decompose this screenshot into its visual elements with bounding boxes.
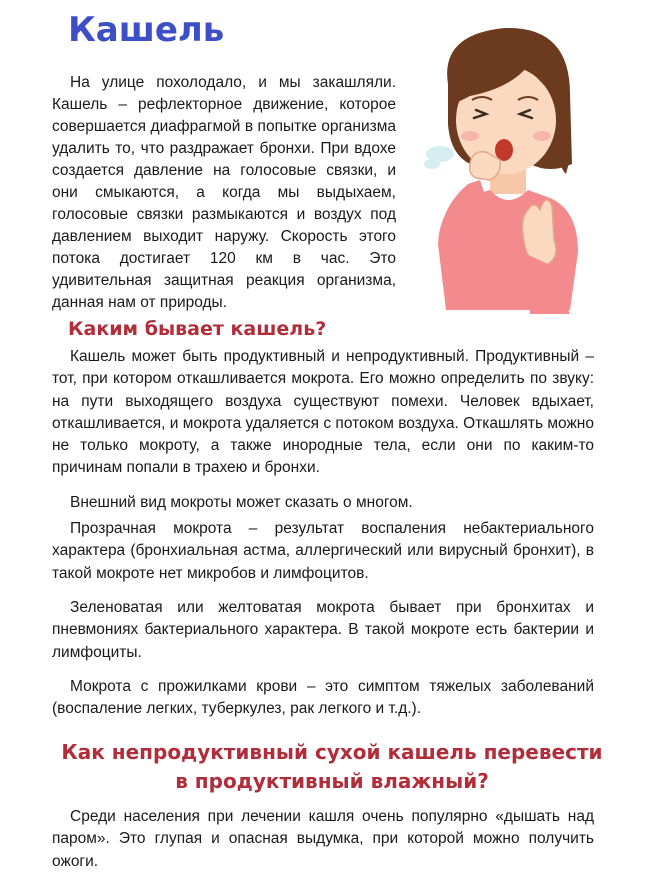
coughing-girl-illustration [410,14,620,314]
paragraph-sputum-appearance: Внешний вид мокроты может сказать о многом. [70,494,413,511]
mouth [495,139,513,161]
page-title: Кашель [68,10,225,50]
blush-left [461,131,479,141]
intro-paragraph: На улице похолодало, и мы закашляли. Кашель – рефлекторное движение, которое совершается диафрагмой в попытке организма удалить то, что раздражает бронхи. При вдохе создается давление на голосовые связки, и они смыкаются, а когда мы выдыхаем, голосовые связки размыкаются и воздух под давлением выходит наружу. Скорость этого потока достигает 120 км в час. Это удивительная защитная реакция организма, данная нам от природы. [52,74,396,311]
section-heading-cough-types: Каким бывает кашель? [68,318,327,340]
section-heading-dry-to-wet: Как непродуктивный сухой кашель перевести в продуктивный влажный? [61,740,603,793]
paragraph-bloody-sputum: Мокрота с прожилками крови – это симптом тяжелых заболеваний (воспаление легких, туберкулез, рак легкого и т.д.). [52,678,594,718]
paragraph-steam-myth: Среди населения при лечении кашля очень популярно «дышать над паром». Это глупая и опасная выдумка, при которой можно получить ожоги. [52,808,594,870]
paragraph-green-sputum: Зеленоватая или желтоватая мокрота бывает при бронхитах и пневмониях бактериального характера. В такой мокроте есть бактерии и лимфоциты. [52,599,594,661]
blush-right [533,131,551,141]
paragraph-productive: Кашель может быть продуктивный и непродуктивный. Продуктивный – тот, при котором откашливается мокрота. Его можно определить по звуку: на пути выходящего воздуха существуют помехи. Человек вдыхает, откашливается, и мокрота удаляется с потоком воздуха. Откашлять можно не только мокроту, а также инородные тела, если они по каким-то причинам попали в трахею и бронхи. [52,348,594,477]
paragraph-clear-sputum: Прозрачная мокрота – результат воспаления небактериального характера (бронхиальная астма, аллергический или вирусный бронхит), в такой мокроте нет микробов и лимфоцитов. [52,520,594,582]
